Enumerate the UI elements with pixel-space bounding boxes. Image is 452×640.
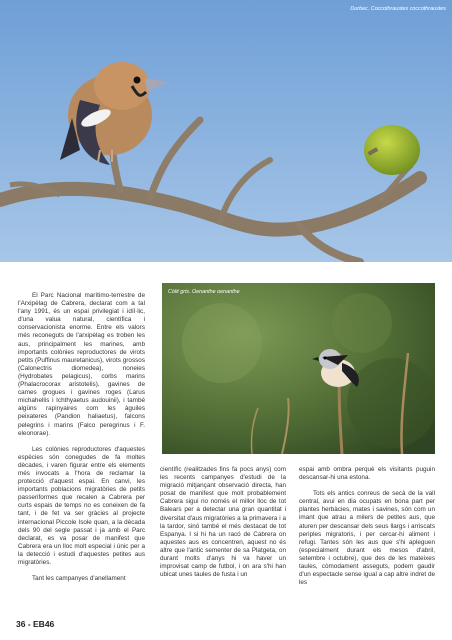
paragraph-right-2: Tots els antics conreus de secà de la vall central, avui en dia ocupats en bona part per plantes herbàcies, mates i savines, són com un imant que atrau a milers de petites aus, que aturen per descansar dels seus llargs i arriscats periples migratoris, i per cercar-hi aliment i refugi. Tantes són les aus que s'hi apleguen (especialment durant els mesos d'abril, setembre i octubre), que des de les mateixes taules, còmodament asseguts, podem gaudir d'un espectacle sense igual a cap altre indret de les	[299, 490, 435, 587]
paragraph-continued: Tant les campanyes d'anellament	[32, 575, 126, 583]
page-number: 36 - EB46	[16, 619, 55, 629]
paragraph-migration: Les colònies reproductores d'aquestes espècies són conegudes de fa moltes dècades, i varen figurar entre els elements més invocats a l'hora de reclamar la protecció d'aquest espai. En canvi, les importants poblacions migratòries de petits passeriformes que recalen a Cabrera per curts espais de temps no es coneixen de fa tant, i de fet va ser gràcies al projecte internacional Piccole Isole quan, a la dècada dels 90 del segle passat i ja amb el Parc declarat, es va posar de manifest que Cabrera era un lloc molt especial i únic per a la detecció i estudi d'aquestes petites aus migratòries.	[18, 445, 145, 566]
mid-photo-caption: Còlit gris. Oenanthe oenanthe	[168, 289, 240, 295]
article-column-middle	[160, 466, 286, 616]
paragraph-right-1: espai amb ombra perquè els visitants puguin descansar-hi una estona.	[299, 466, 435, 482]
top-photo-caption: Durbec. Coccothraustes coccothraustes	[350, 6, 446, 12]
paragraph-middle: científic (realitzades fins fa pocs anys) com les recents campanyes d'estudi de la migració mitjançant observació directa, han posat de manifest que molt probablement Cabrera sigui no només el millor lloc de tot Balears per a detectar una gran quantitat i diversitat d'aus migratòries a la primavera i a la tardor, sinó també el més destacat de tot Espanya. I si hi ha un racó de Cabrera on aquestes aus es concentren, aquest no és altre que l'antic sementer de sa Platgeta, on durant molts d'anys hi va haver un improvisat camp de futbol, i on ara s'hi han ubicat unes taules de fusta i un	[160, 466, 286, 579]
wheatear-photo	[162, 283, 435, 454]
hawfinch-photo	[0, 0, 452, 262]
article-column-left	[18, 292, 145, 608]
article-column-right	[299, 466, 435, 616]
hawfinch-illustration	[0, 0, 452, 262]
paragraph-intro: El Parc Nacional marítimo-terrestre de l'Arxipèlag de Cabrera, declarat com a tal l'any 1991, és un espai privilegiat i idíl·lic, d'una valua natural, científica i conservacionista enorme. Entre els valors més reconeguts de l'arxipèlag es troben les aus, principalment les marines, amb importants colònies reproductores de virots petits (Puffinus mauretanicus), virots grossos (Calonectris diomedea), noneies (Hydrobates pelagicus), corbs marins (Phalacrocorax aristotelis), gavines de cames grogues i gavines roges (Larus michahellis i Ichthyaetus audouinii), i també algüns rapinyaires com les àguiles peixateres (Pandion haliaetus), falcons pelegrins i marins (Falco peregrinus i F. eleonorae).	[18, 292, 145, 437]
wheatear-illustration	[162, 283, 435, 454]
